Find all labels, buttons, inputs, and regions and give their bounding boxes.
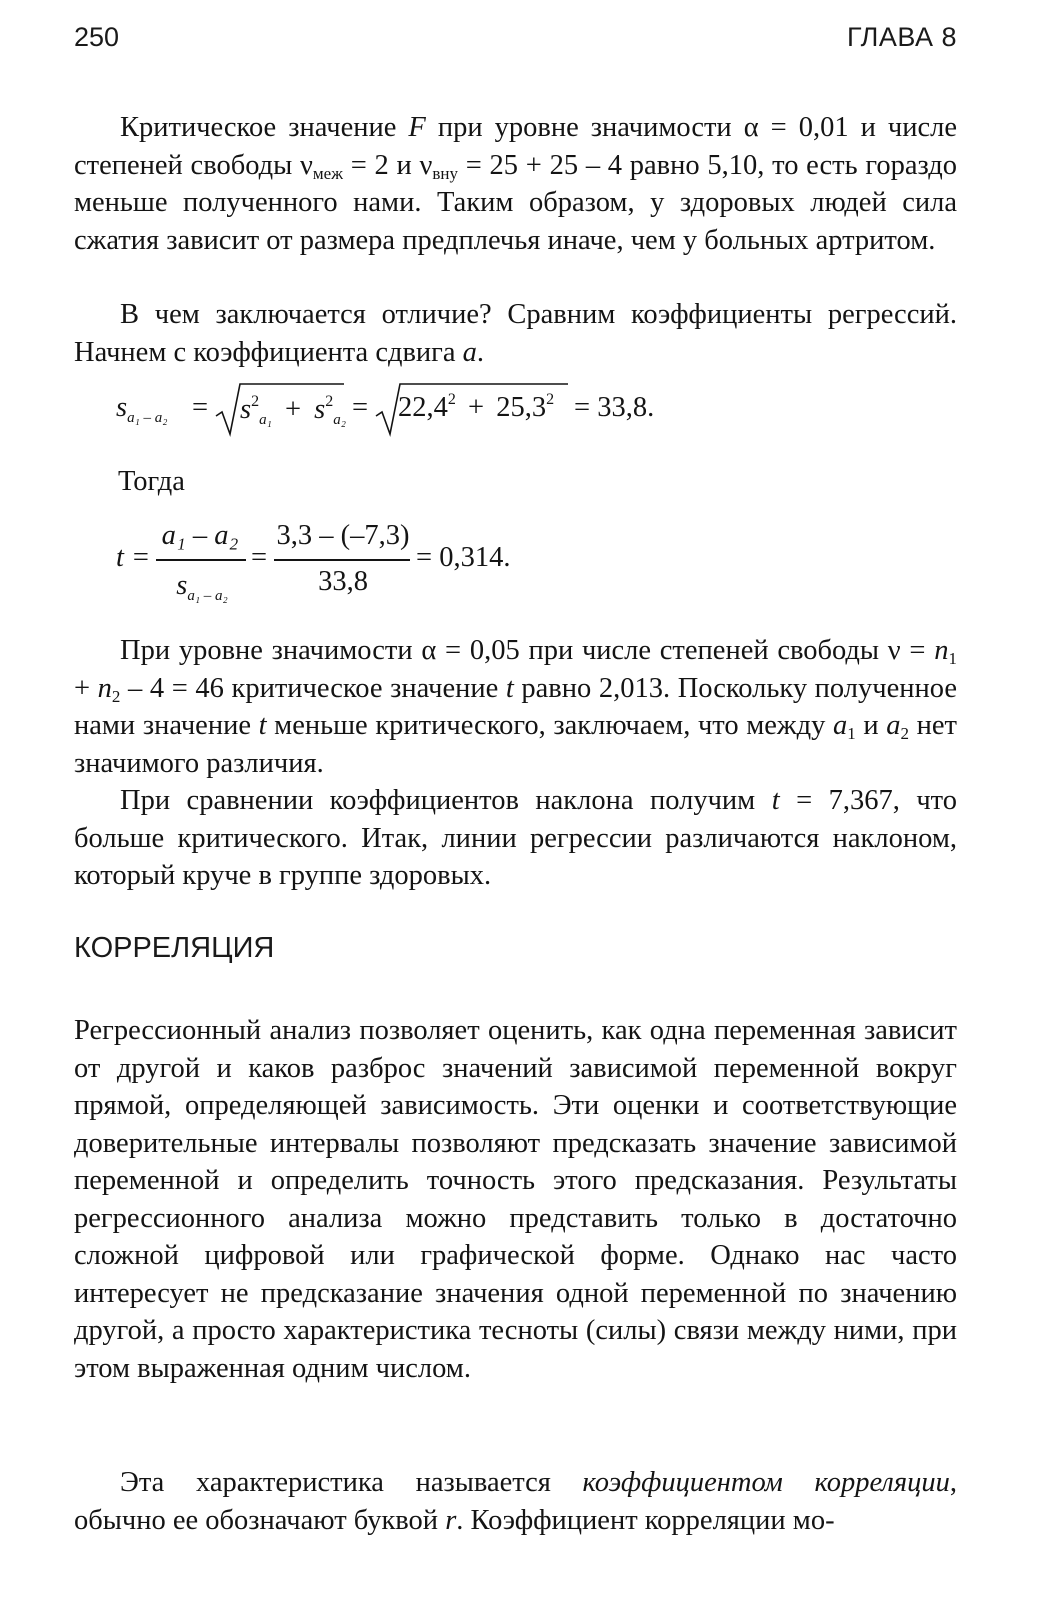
section-heading: КОРРЕЛЯЦИЯ [74,932,275,964]
page-header [74,22,957,62]
then-label: Тогда [118,466,185,497]
term-emphasis: коэффициентом корреляции [582,1467,950,1498]
book-page: 250 ГЛАВА 8 Критическое значение F при уровне значимости α = 0,01 и числе степеней свободы $\nu_{меж} = 2$ и $\nu_{вну} = 25 + 25 - 4$ равно 5,10, то есть гораздо меньше полученного нами. Таким образом, у здоровых людей сила сжатия зависит от размера предплечья иначе, чем у больных артритом. В чем заключается отличие? Сравним коэффициенты регрессий. Начнем с коэффициента сдвига a. $s_{a_1 - a_2}$ = $s^2_{a_1} + s^2_{a_2}$ = 22,4$^2$ + 25,3$^2$ = 33,8. Тогда t = a₁ – a₂ $s_{a_1 - a_2}$ = 3,3 – (–7,3) 33,8 = 0,314. При уровне значимости α = 0,05 при числе степеней свободы $\nu = n_1 + n_2 - 4 = 46$ критическое значение t равно 2,013. Поскольку полученное нами значение t меньше критического, заключаем, что между $a_1$ и $a_2$ нет значимого различия. При сравнении коэффициентов наклона получим t = 7,367, что больше критического. Итак, линии регрессии различаются наклоном, который круче в группе здоровых. КОРРЕЛЯЦИЯ Регрессионный анализ позволяет оценить, как одна переменная зависит от другой и каков разброс значений зависимой переменной вокруг прямой, определяющей зависимость. Эти оценки и соответствующие доверительные интервалы позволяют предсказать значение зависимой переменной и определить точность этого предсказания. Результаты регрессионного анализа можно представить только в достаточно сложной цифровой или графической форме. Однако нас часто интересует не предсказание значения одной переменной по значению другой, а просто характеристика тесноты (силы) связи между ними, при этом выраженная одним числом. Эта характеристика называется коэффициентом корреляции, обычно ее обозначают буквой r. Коэффициент корреляции мо- [0,0,1053,1600]
paragraph-regression-analysis: Регрессионный анализ позволяет оценить, как одна переменная зависит от другой и каков разброс значений зависимой переменной вокруг прямой, определяющей зависимость. Эти оценки и соответствующие доверительные интервалы позволяют предсказать значение зависимой переменной и определить точность этого предсказания. Результаты регрессионного анализа можно представить только в достаточно сложной цифровой или графической форме. Однако нас часто интересует не предсказание значения одной переменной по значению другой, а просто характеристика тесноты (силы) связи между ними, при этом выраженная одним числом. [74,1015,957,1384]
paragraph-correlation-coefficient: Эта характеристика называется коэффициентом корреляции, обычно ее обозначают буквой r. Коэффициент корреляции мо- [74,1467,957,1536]
paragraph-slopes: При сравнении коэффициентов наклона получим t = 7,367, что больше критического. Итак, линии регрессии различаются наклоном, который круче в группе здоровых. [74,785,957,891]
fraction-bar-1 [156,559,246,561]
fraction-bar-2 [274,559,410,561]
paragraph-critical-f: Критическое значение F при уровне значимости α = 0,01 и числе степеней свободы $\nu_{меж} = 2$ и $\nu_{вну} = 25 + 25 - 4$ равно 5,10, то есть гораздо меньше полученного нами. Таким образом, у здоровых людей сила сжатия зависит от размера предплечья иначе, чем у больных артритом. [74,112,957,256]
f-variable: F [408,112,426,143]
paragraph-significance: При уровне значимости α = 0,05 при числе степеней свободы $\nu = n_1 + n_2 - 4 = 46$ критическое значение t равно 2,013. Поскольку полученное нами значение t меньше критического, заключаем, что между $a_1$ и $a_2$ нет значимого различия. [74,635,957,779]
chapter-title: ГЛАВА 8 [847,22,957,52]
page-number: 250 [74,22,120,52]
paragraph-compare-coefficients: В чем заключается отличие? Сравним коэффициенты регрессий. Начнем с коэффициента сдвига a. [74,299,957,368]
